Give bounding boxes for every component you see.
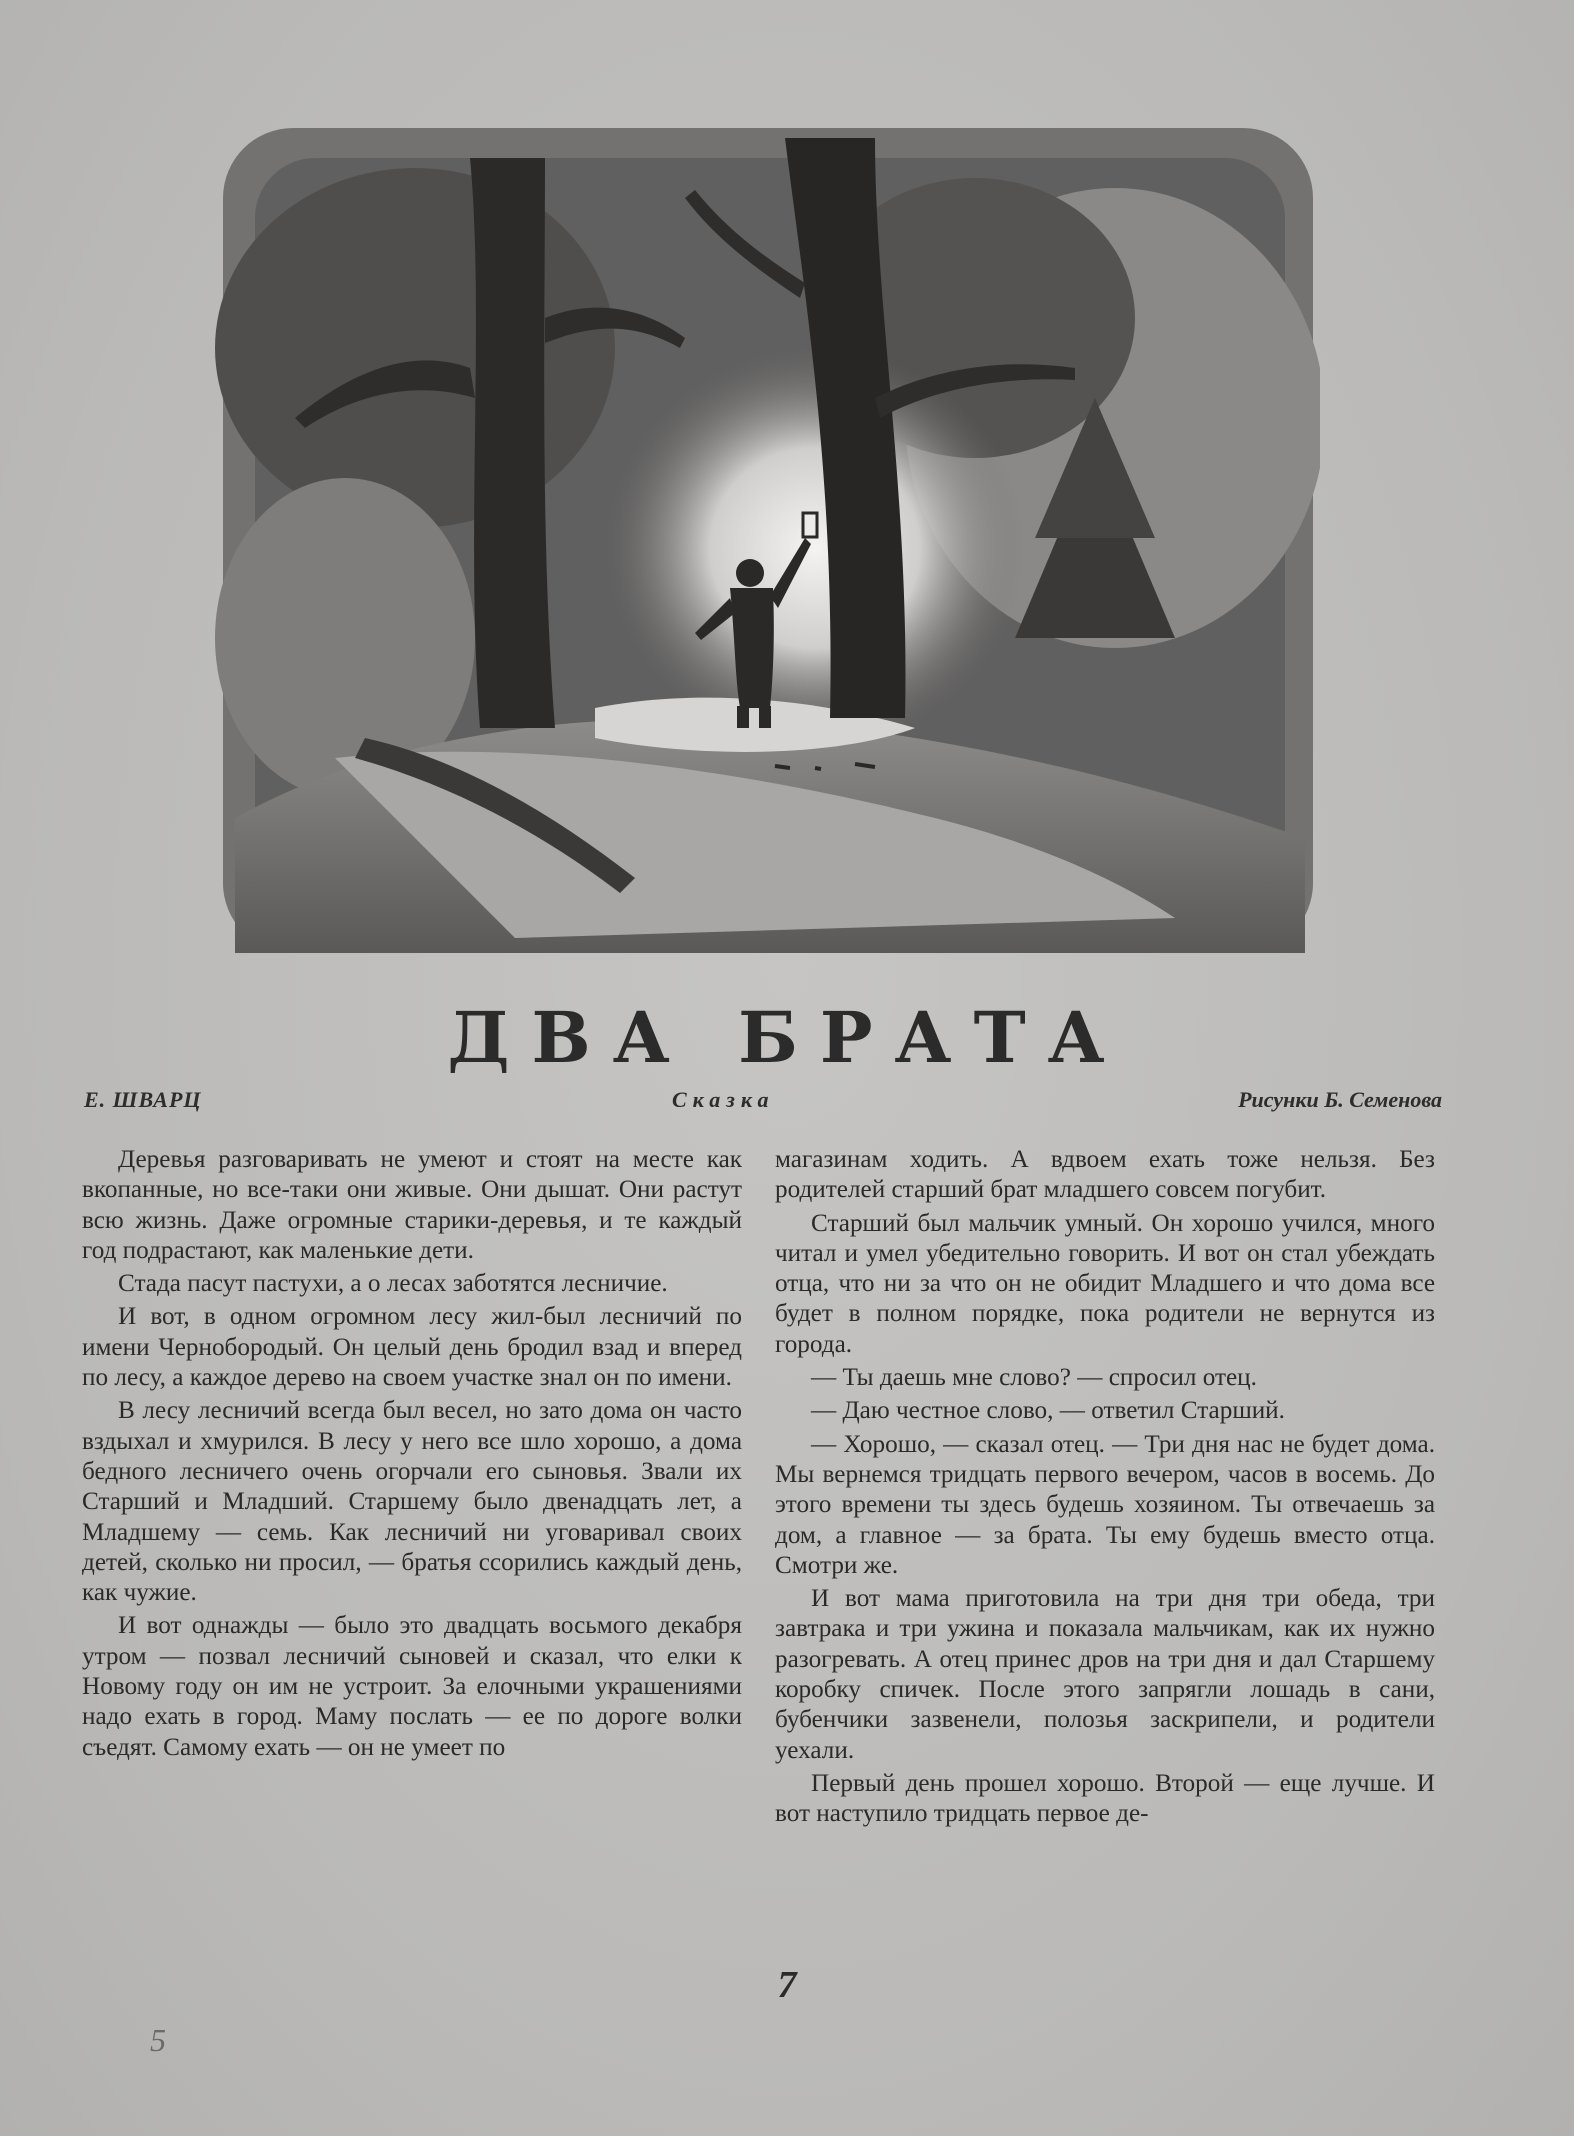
paragraph: — Даю честное слово, — ответил Старший.	[811, 1397, 1285, 1425]
paragraph: Старший был мальчик умный. Он хорошо учился, много читал и умел убедительно говорить. И вот он стал убеждать отца, что ни за что он не обидит Младшего и что дома все будет в полном порядке, пока родители не вернутся из города.	[775, 1209, 1435, 1358]
paragraph: — Ты даешь мне слово? — спросил отец.	[811, 1364, 1257, 1392]
paragraph: Деревья разговаривать не умеют и стоят на месте как вкопанные, но все-таки они живые. Они дышат. Они растут всю жизнь. Даже огромные старики-деревья, и те каждый год подрастают, как маленькие дети.	[82, 1146, 742, 1264]
story-title: ДВА БРАТА	[447, 996, 1127, 1079]
paragraph: И вот однажды — было это двадцать восьмого декабря утром — позвал лесничий сыновей и сказал, что елки к Новому году он им не устроит. За елочными украшениями надо ехать в город. Маму послать — ее по дороге волки съедят. Самому ехать — он не умеет по	[82, 1612, 742, 1761]
paragraph: И вот мама приготовила на три дня три обеда, три завтрака и три ужина и показала мальчикам, как их нужно разогревать. А отец принес дров на три дня и дал Старшему коробку спичек. После этого запрягли лошадь в сани, бубенчики зазвенели, полозья заскрипели, и родители уехали.	[775, 1585, 1435, 1764]
paragraph: — Хорошо, — сказал отец. — Три дня нас не будет дома. Мы вернемся тридцать первого вечером, часов в восемь. До этого времени ты здесь будешь хозяином. Ты отвечаешь за дом, а главное — за брата. Ты ему будешь вместо отца. Смотри же.	[775, 1430, 1435, 1579]
paragraph: И вот, в одном огромном лесу жил-был лесничий по имени Чернобородый. Он целый день бродил взад и вперед по лесу, а каждое дерево на своем участке знал он по имени.	[82, 1303, 742, 1392]
paragraph: магазинам ходить. А вдвоем ехать тоже нельзя. Без родителей старший брат младшего совсем погубит.	[775, 1146, 1435, 1204]
genre-label: Сказка	[672, 1087, 775, 1112]
illustrator-credit: Рисунки Б. Семенова	[1238, 1087, 1442, 1112]
byline-row	[84, 1087, 1442, 1123]
paragraph: Стада пасут пастухи, а о лесах заботятся лесничие.	[118, 1270, 668, 1298]
author-name: Е. ШВАРЦ	[84, 1087, 202, 1112]
right-text-column	[775, 1145, 1435, 1833]
paragraph: В лесу лесничий всегда был весел, но зато дома он часто вздыхал и хмурился. В лесу у него все шло хорошо, а дома бедного лесничего очень огорчали его сыновья. Звали их Старший и Младший. Старшему было двенадцать лет, а Младшему — семь. Как лесничий ни уговаривал своих детей, сколько ни просил, — братья ссорились каждый день, как чужие.	[82, 1397, 742, 1607]
left-text-column	[82, 1145, 742, 1766]
forest-night-illustration	[215, 118, 1320, 960]
page-number: 7	[777, 1964, 797, 2006]
pencil-mark: 5	[150, 2022, 166, 2058]
paragraph: Первый день прошел хорошо. Второй — еще лучше. И вот наступило тридцать первое де-	[775, 1769, 1435, 1828]
forest-illustration-svg	[215, 118, 1320, 960]
